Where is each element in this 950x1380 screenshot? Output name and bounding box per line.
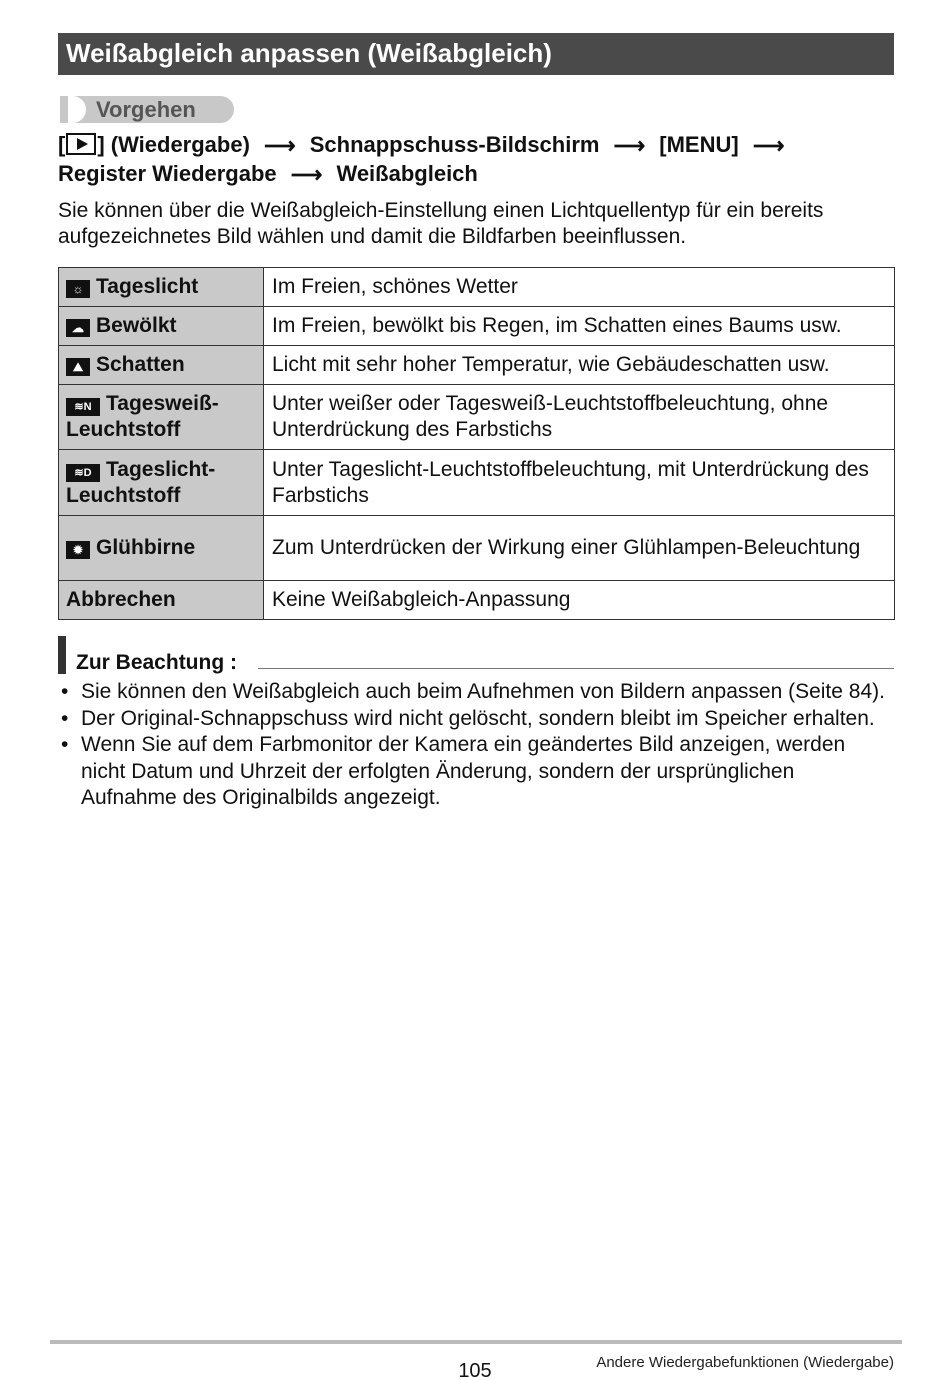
table-row — [59, 450, 895, 516]
note-divider — [258, 668, 894, 669]
setting-cell — [59, 385, 264, 450]
path-step1-prefix: [ — [58, 132, 66, 157]
fluorescent-d-icon: ≋D — [66, 464, 100, 482]
description-cell: Zum Unterdrücken der Wirkung einer Glühlampen-Beleuchtung — [264, 516, 895, 581]
arrow-right-icon: ⟶ — [752, 133, 785, 159]
setting-label: Abbrechen — [66, 588, 176, 611]
setting-label: Tageslicht-Leuchtstoff — [66, 457, 216, 507]
list-item: • Wenn Sie auf dem Farbmonitor der Kamera ein geändertes Bild anzeigen, werden nicht Datum und Uhrzeit der erfolgten Änderung, sondern der ursprünglichen Aufnahme des Originalbilds angezeigt. — [58, 732, 894, 812]
sun-icon: ☼ — [66, 280, 90, 298]
description-cell: Unter weißer oder Tagesweiß-Leuchtstoffbeleuchtung, ohne Unterdrückung des Farbstichs — [264, 385, 895, 450]
note-heading — [58, 636, 894, 674]
setting-label: Tageslicht — [96, 275, 199, 298]
path-step1-suffix: ] (Wiedergabe) — [97, 132, 250, 157]
page-number: 105 — [458, 1360, 492, 1380]
play-icon — [66, 133, 96, 155]
setting-cell — [59, 268, 264, 307]
setting-cell — [59, 307, 264, 346]
setting-label: Bewölkt — [96, 314, 177, 337]
description-cell: Im Freien, bewölkt bis Regen, im Schatten eines Baums usw. — [264, 307, 895, 346]
setting-label: Schatten — [96, 353, 185, 376]
setting-cell — [59, 581, 264, 620]
note-heading-label: Zur Beachtung : — [76, 651, 237, 674]
note-marker — [58, 636, 66, 674]
table-row — [59, 516, 895, 581]
menu-path — [58, 131, 894, 189]
table-row — [59, 346, 895, 385]
white-balance-table — [58, 267, 895, 620]
table-row — [59, 268, 895, 307]
page-title: Weißabgleich anpassen (Weißabgleich) — [58, 33, 894, 75]
arrow-right-icon: ⟶ — [264, 133, 296, 159]
path-step4: Register Wiedergabe — [58, 161, 277, 187]
list-item: • Sie können den Weißabgleich auch beim Aufnehmen von Bildern anpassen (Seite 84). — [58, 679, 894, 706]
description-cell: Unter Tageslicht-Leuchtstoffbeleuchtung, mit Unterdrückung des Farbstichs — [264, 450, 895, 516]
shade-icon: ⛰ — [66, 358, 90, 376]
setting-label: Glühbirne — [96, 536, 196, 559]
setting-cell — [59, 450, 264, 516]
footer-divider — [50, 1340, 902, 1344]
intro-text: Sie können über die Weißabgleich-Einstellung einen Lichtquellentyp für ein bereits aufgezeichnetes Bild wählen und damit die Bildfarben beeinflussen. — [58, 199, 824, 248]
cloud-icon: ☁ — [66, 319, 90, 337]
fluorescent-n-icon: ≋N — [66, 398, 100, 416]
procedure-tab — [60, 96, 234, 123]
arrow-right-icon: ⟶ — [613, 133, 646, 159]
list-item: • Der Original-Schnappschuss wird nicht gelöscht, sondern bleibt im Speicher erhalten. — [58, 706, 894, 733]
procedure-label: Vorgehen — [96, 97, 196, 122]
description-cell: Keine Weißabgleich-Anpassung — [264, 581, 895, 620]
setting-label: Tagesweiß-Leuchtstoff — [66, 392, 219, 441]
path-step5: Weißabgleich — [336, 161, 478, 187]
arrow-right-icon: ⟶ — [290, 162, 323, 188]
setting-cell — [59, 346, 264, 385]
table-row — [59, 307, 895, 346]
table-row — [59, 581, 895, 620]
footer-section-title: Andere Wiedergabefunktionen (Wiedergabe) — [596, 1354, 894, 1371]
setting-cell — [59, 516, 264, 581]
note-list — [58, 679, 894, 812]
description-cell: Licht mit sehr hoher Temperatur, wie Gebäudeschatten usw. — [264, 346, 895, 385]
description-cell: Im Freien, schönes Wetter — [264, 268, 895, 307]
table-row — [59, 385, 895, 450]
path-step3: [MENU] — [659, 132, 739, 157]
bulb-icon: ✹ — [66, 541, 90, 559]
path-step2: Schnappschuss-Bildschirm — [309, 132, 600, 157]
